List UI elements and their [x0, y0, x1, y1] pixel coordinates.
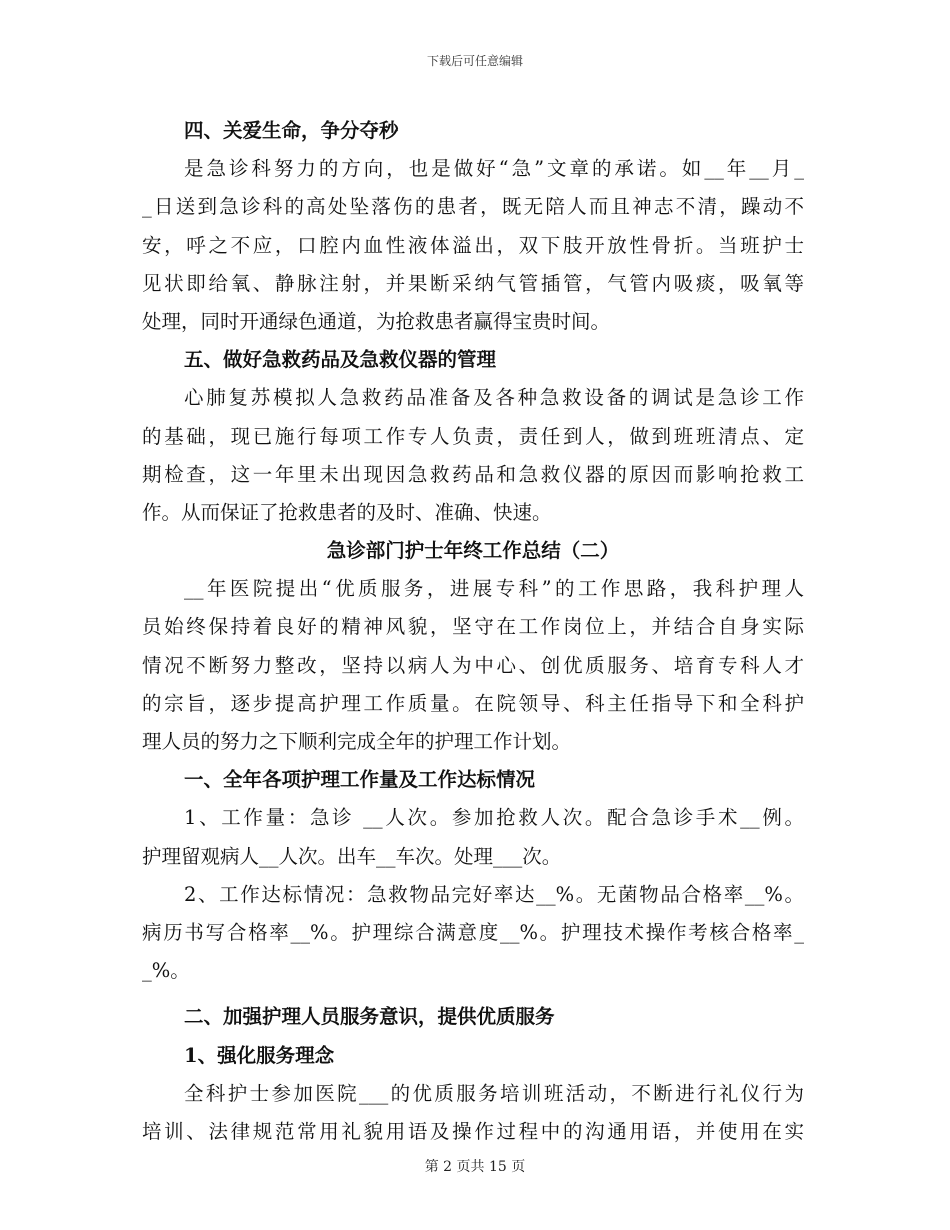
- section-heading: 二、加强护理人员服务意识，提供优质服务: [184, 1005, 555, 1029]
- paragraph-line: _%。: [142, 959, 190, 983]
- paragraph-line: 全科护士参加医院___的优质服务培训班活动，不断进行礼仪行为: [184, 1081, 804, 1105]
- paragraph-line: 安，呼之不应，口腔内血性液体溢出，双下肢开放性骨折。当班护士: [142, 233, 804, 257]
- paragraph-line: 理人员的努力之下顺利完成全年的护理工作计划。: [142, 730, 572, 753]
- page-number: 第 2 页共 15 页: [424, 1159, 526, 1175]
- document-body: [142, 112, 804, 1151]
- paragraph-line: 培训、法律规范常用礼貌用语及操作过程中的沟通用语，并使用在实: [142, 1119, 804, 1143]
- paragraph-line: 护理留观病人__人次。出车__车次。处理___次。: [142, 844, 562, 868]
- subsection-heading: 1、强化服务理念: [184, 1043, 335, 1067]
- paragraph-line: 作。从而保证了抢救患者的及时、准确、快速。: [142, 500, 552, 524]
- paragraph-line: 2、工作达标情况：急救物品完好率达__%。无菌物品合格率__%。: [184, 882, 804, 906]
- paragraph-line: 情况不断努力整改，坚持以病人为中心、创优质服务、培育专科人才: [142, 653, 804, 677]
- section-heading: 四、关爱生命，争分夺秒: [184, 119, 399, 142]
- paragraph-line: 的宗旨，逐步提高护理工作质量。在院领导、科主任指导下和全科护: [142, 691, 804, 715]
- paragraph-line: 员始终保持着良好的精神风貌，坚守在工作岗位上，并结合自身实际: [142, 615, 804, 639]
- section-heading: 五、做好急救药品及急救仪器的管理: [184, 348, 497, 372]
- document-title: 急诊部门护士年终工作总结（二）: [326, 539, 620, 563]
- paragraph-line: 是急诊科努力的方向，也是做好“急”文章的承诺。如__年__月_: [184, 157, 804, 181]
- paragraph-line: 见状即给氧、静脉注射，并果断采纳气管插管，气管内吸痰，吸氧等: [142, 271, 804, 295]
- paragraph-line: _日送到急诊科的高处坠落伤的患者，既无陪人而且神志不清，躁动不: [142, 195, 804, 219]
- paragraph-line: 的基础，现已施行每项工作专人负责，责任到人，做到班班清点、定: [142, 424, 804, 448]
- page-header: 下载后可任意编辑: [426, 54, 523, 68]
- spacer: [142, 990, 804, 998]
- paragraph-line: 处理，同时开通绿色通道，为抢救患者赢得宝贵时间。: [142, 309, 611, 333]
- paragraph-line: 1、工作量：急诊 __人次。参加抢救人次。配合急诊手术__例。: [184, 806, 804, 830]
- section-heading: 一、全年各项护理工作量及工作达标情况: [184, 768, 536, 792]
- paragraph-line: 期检查，这一年里未出现因急救药品和急救仪器的原因而影响抢救工: [142, 462, 804, 486]
- paragraph-line: 心肺复苏模拟人急救药品准备及各种急救设备的调试是急诊工作: [184, 386, 804, 410]
- paragraph-line: __年医院提出“优质服务，进展专科”的工作思路，我科护理人: [184, 577, 804, 601]
- paragraph-line: 病历书写合格率__%。护理综合满意度__%。护理技术操作考核合格率_: [142, 920, 804, 944]
